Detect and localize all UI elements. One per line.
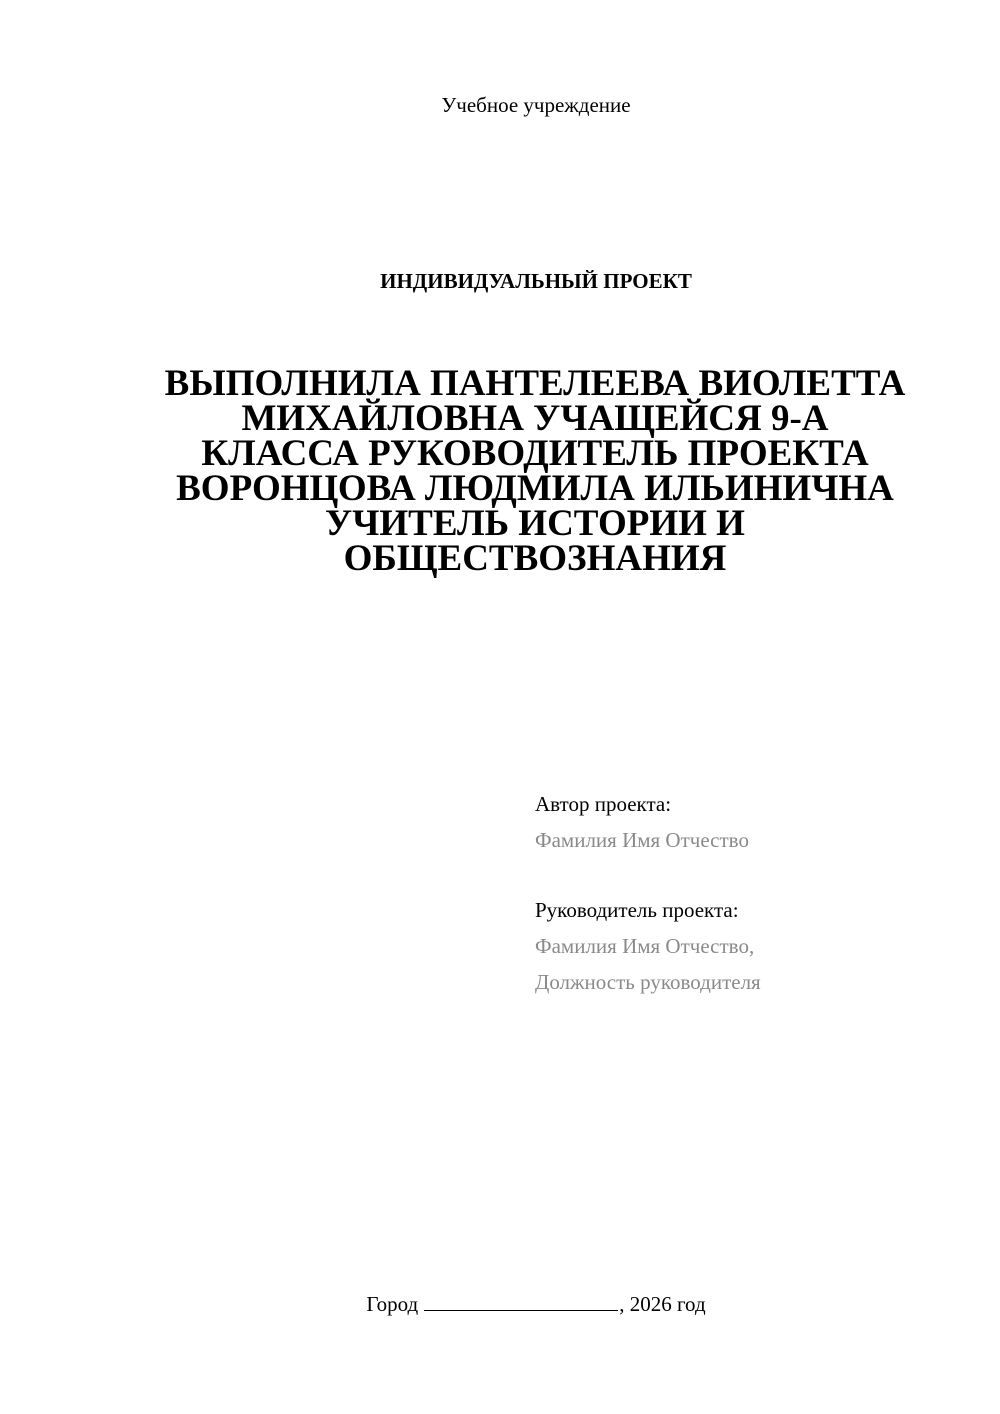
project-title (130, 363, 940, 579)
author-label: Автор проекта: (535, 792, 672, 816)
title-line: ВЫПОЛНИЛА ПАНТЕЛЕЕВА ВИОЛЕТТА (164, 363, 906, 404)
title-line: МИХАЙЛОВНА УЧАЩЕЙСЯ 9-А (241, 398, 829, 439)
title-line: ВОРОНЦОВА ЛЮДМИЛА ИЛЬИНИЧНА (176, 468, 894, 509)
supervisor-name-placeholder: Фамилия Имя Отчество, (535, 934, 755, 958)
supervisor-block (535, 892, 955, 1000)
document-type: ИНДИВИДУАЛЬНЫЙ ПРОЕКТ (380, 269, 692, 293)
supervisor-label: Руководитель проекта: (535, 898, 739, 922)
title-line: УЧИТЕЛЬ ИСТОРИИ И (325, 503, 745, 544)
author-name-placeholder: Фамилия Имя Отчество (535, 828, 749, 852)
supervisor-position-placeholder: Должность руководителя (535, 970, 761, 994)
footer-city-year (0, 1290, 1000, 1318)
city-blank-line (424, 1290, 618, 1311)
title-line: КЛАССА РУКОВОДИТЕЛЬ ПРОЕКТА (201, 433, 869, 474)
title-line: ОБЩЕСТВОЗНАНИЯ (343, 538, 727, 579)
city-label: Город (366, 1292, 419, 1316)
year-text: , 2026 год (619, 1292, 706, 1316)
author-block (535, 786, 955, 858)
institution-name: Учебное учреждение (441, 93, 631, 117)
